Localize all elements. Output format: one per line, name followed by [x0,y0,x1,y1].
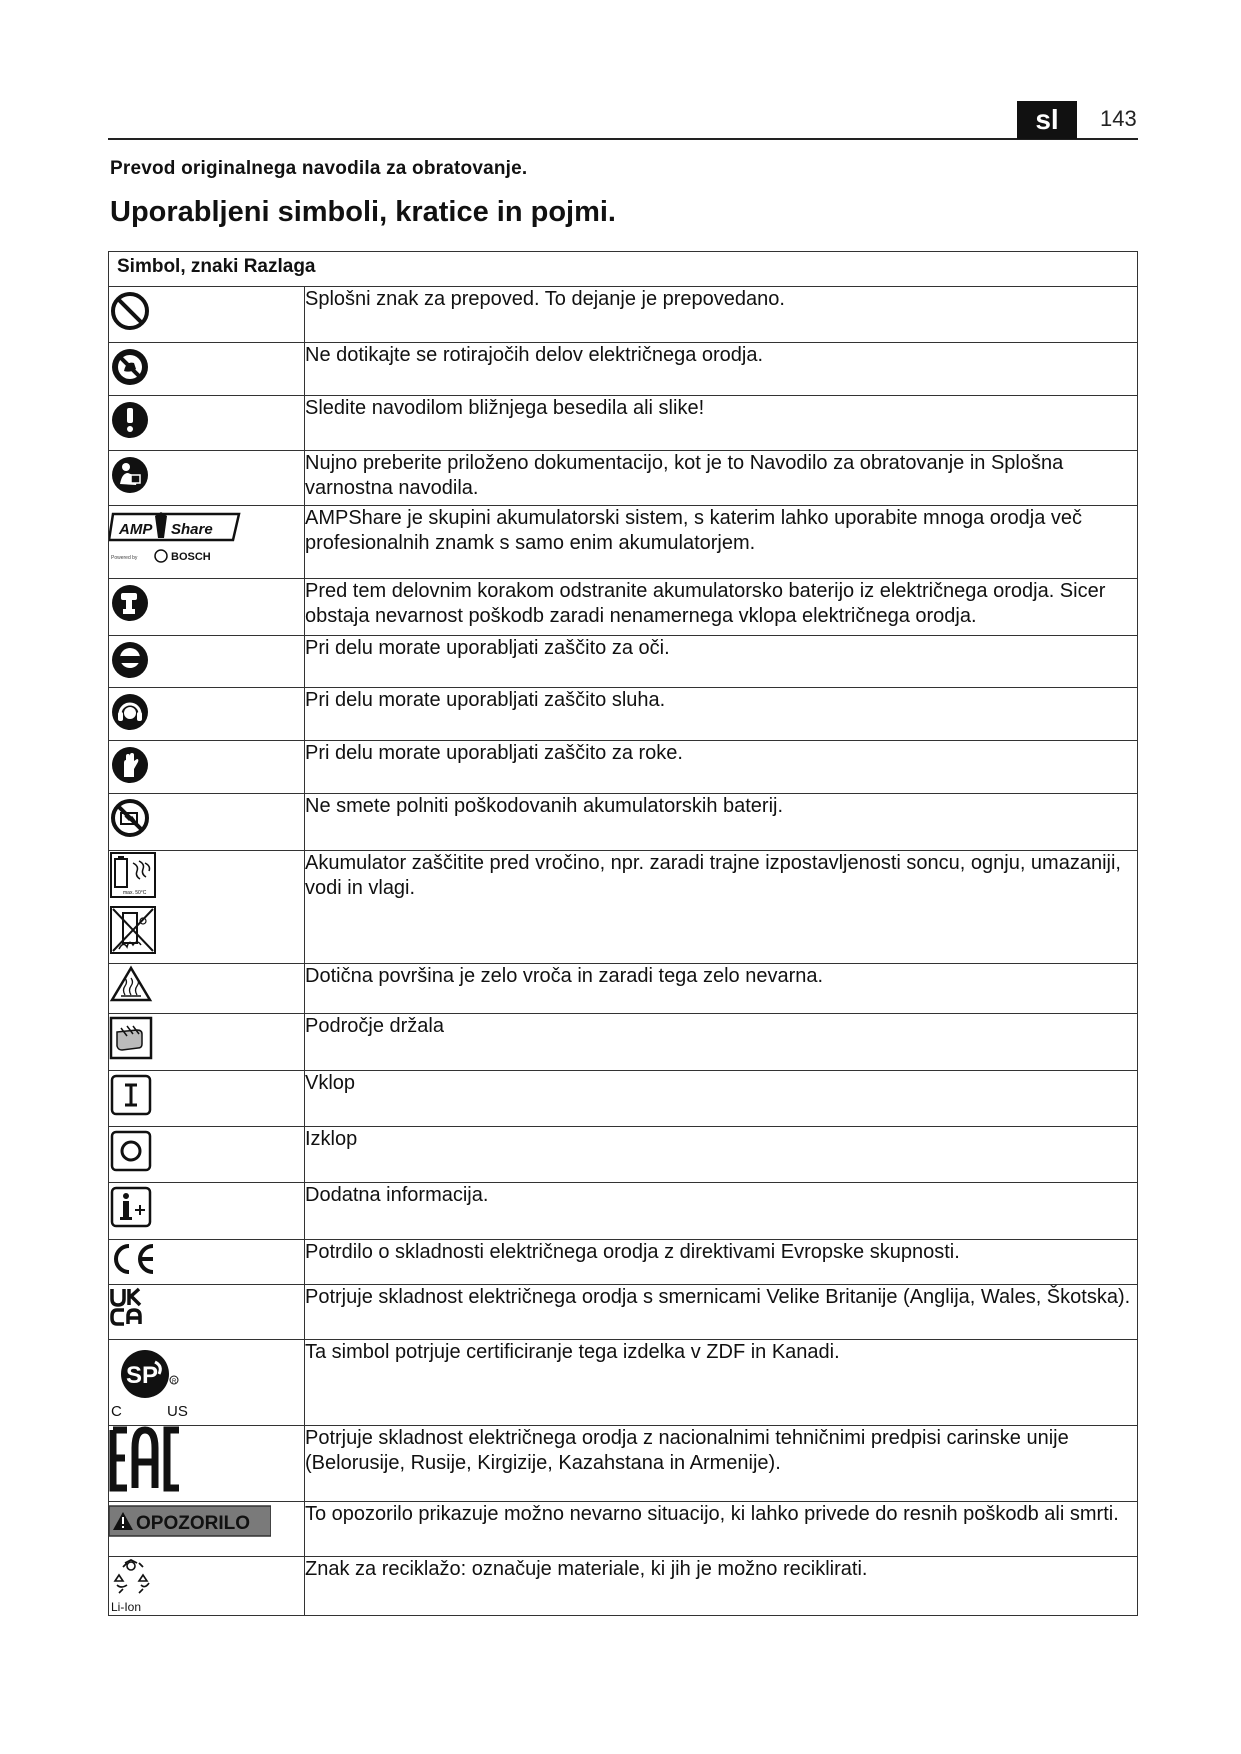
eac-mark-icon [109,1426,185,1492]
row-description: Nujno preberite priloženo dokumentacijo, kot je to Navodilo za obratovanje in Splošna varnostna navodila. [305,451,1138,506]
table-row [109,287,1138,343]
table-row [109,964,1138,1014]
mandatory-action-icon [109,396,151,440]
row-description: Akumulator zaščitite pred vročino, npr. zaradi trajne izpostavljenosti soncu, ognju, umazaniji, vodi in vlagi. [305,851,1138,964]
eye-protection-icon [109,636,151,680]
table-row [109,1285,1138,1340]
table-row [109,396,1138,451]
power-on-icon [109,1071,153,1117]
no-charging-damaged-battery-icon [109,794,151,838]
power-off-icon [109,1127,153,1173]
table-row [109,343,1138,396]
row-description: AMPShare je skupini akumulatorski sistem, s katerim lahko uporabite mnoga orodja več profesionalnih znamk s samo enim akumulatorjem. [305,506,1138,579]
table-row [109,794,1138,851]
table-row [109,1071,1138,1127]
table-row [109,451,1138,506]
ukca-mark-icon [109,1285,149,1329]
no-touch-rotating-parts-icon [109,343,151,387]
csa-mark-icon [109,1340,199,1420]
svg-text:Share: Share [171,521,213,538]
table-row [109,851,1138,964]
table-row [109,688,1138,741]
read-manual-icon [109,451,151,495]
table-row [109,1502,1138,1557]
table-row [109,1340,1138,1426]
table-row [109,1183,1138,1240]
hearing-protection-icon [109,688,151,732]
table-row [109,636,1138,688]
ampshare-logo [109,506,249,568]
table-header-row [109,252,1138,287]
table-row [109,579,1138,636]
remove-battery-icon [109,579,151,623]
ce-mark-icon [109,1240,159,1276]
row-description: Znak za reciklažo: označuje materiale, ki jih je možno reciklirati. [305,1557,1138,1616]
table-header: Simbol, znaki Razlaga [109,252,1138,287]
table-row [109,1127,1138,1183]
row-description: Potrjuje skladnost električnega orodja s smernicami Velike Britanije (Anglija, Wales, Škotska). [305,1285,1138,1340]
warning-label-icon [109,1502,271,1538]
row-description: Ne smete polniti poškodovanih akumulatorskih baterij. [305,794,1138,851]
protect-battery-heat-icon [109,851,159,957]
row-description: Vklop [305,1071,1138,1127]
csa-right-label: US [167,1403,188,1420]
temp-label: max. 50°C [123,890,147,896]
row-description: Pri delu morate uporabljati zaščito za oči. [305,636,1138,688]
hot-surface-icon [109,964,153,1004]
warning-label-text: OPOZORILO [136,1513,250,1534]
row-description: Potrdilo o skladnosti električnega orodja z direktivami Evropske skupnosti. [305,1240,1138,1285]
svg-text:AMP: AMP [119,521,153,538]
prohibition-icon [109,287,151,331]
symbols-table [108,251,1138,1616]
info-icon [109,1183,153,1229]
svg-text:R: R [172,1379,177,1385]
table-row [109,1014,1138,1071]
row-description: Pri delu morate uporabljati zaščito sluha. [305,688,1138,741]
svg-text:SP: SP [126,1362,159,1389]
row-description: Splošni znak za prepoved. To dejanje je prepovedano. [305,287,1138,343]
row-description: Ta simbol potrjuje certificiranje tega izdelka v ZDF in Kanadi. [305,1340,1138,1426]
hand-protection-icon [109,741,151,785]
language-badge: sl [1017,101,1077,139]
svg-text:BOSCH: BOSCH [171,551,211,563]
table-row [109,741,1138,794]
section-title: Uporabljeni simboli, kratice in pojmi. [110,196,616,228]
row-description: Potrjuje skladnost električnega orodja z nacionalnimi tehničnimi predpisi carinske unije (Belorusije, Rusije, Kirgizije, Kazahstana in Armenije). [305,1426,1138,1502]
recycling-li-ion-icon [109,1557,159,1613]
row-description: Pred tem delovnim korakom odstranite akumulatorsko baterijo iz električnega orodja. Sicer obstaja nevarnost poškodb zaradi nenamernega vklopa električnega orodja. [305,579,1138,636]
row-description: Dodatna informacija. [305,1183,1138,1240]
table-row [109,1240,1138,1285]
row-description: Sledite navodilom bližnjega besedila ali slike! [305,396,1138,451]
row-description: Pri delu morate uporabljati zaščito za roke. [305,741,1138,794]
row-description: Področje držala [305,1014,1138,1071]
row-description: Dotična površina je zelo vroča in zaradi tega zelo nevarna. [305,964,1138,1014]
header-rule [108,138,1138,140]
grip-area-icon [109,1014,153,1060]
table-row [109,1426,1138,1502]
recycling-label: Li-Ion [111,1600,142,1613]
table-row [109,1557,1138,1616]
document-subtitle: Prevod originalnega navodila za obratovanje. [110,158,528,179]
svg-text:Powered by: Powered by [111,555,138,561]
row-description: Izklop [305,1127,1138,1183]
row-description: Ne dotikajte se rotirajočih delov električnega orodja. [305,343,1138,396]
row-description: To opozorilo prikazuje možno nevarno situacijo, ki lahko privede do resnih poškodb ali smrti. [305,1502,1138,1557]
page-number: 143 [1100,106,1137,131]
csa-left-label: C [111,1403,122,1420]
table-row [109,506,1138,579]
